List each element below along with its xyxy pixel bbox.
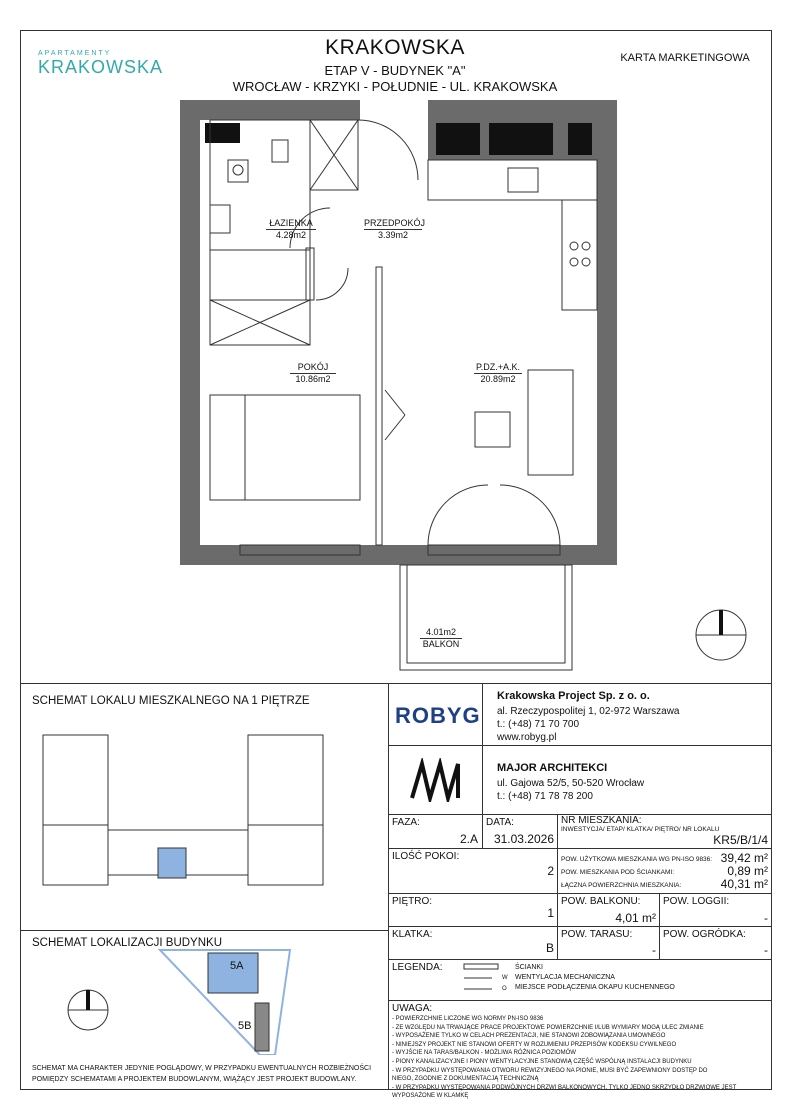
room-name: PRZEDPOKÓJ [364, 218, 426, 228]
garden-label: POW. OGRÓDKA: [663, 929, 746, 940]
loggia-value: - [764, 911, 768, 925]
note-line: - ZE WZGLĘDU NA TRWAJĄCE PRACE PROJEKTOWE POWIERZCHNIE I/LUB WYMIARY MOGĄ ULEC ZMIANIE [392, 1024, 704, 1031]
logo-big-text: KRAKOWSKA [38, 57, 164, 77]
phase-label: FAZA: [392, 817, 420, 828]
location-scheme-drawing [60, 945, 320, 1055]
floor-scheme-title: SCHEMAT LOKALU MIESZKALNEGO NA 1 PIĘTRZE [32, 695, 310, 707]
note-line: - W PRZYPADKU WYSTĘPOWANIA PODWÓJNYCH DRZWI BALKONOWYCH, TYLKO JEDNO SKRZYDŁO DRZWIOWE JEST [392, 1084, 737, 1091]
note-line: - NINIEJSZY PROJEKT NIE STANOWI OFERTY W ROZUMIENIU PRZEPISÓW KODEKSU CYWILNEGO [392, 1041, 677, 1048]
developer-web[interactable]: www.robyg.pl [497, 732, 557, 743]
note-line: - WYJŚCIE NA TARAS/BALKON - MOŻLIWA RÓŻNICA POZIOMÓW [392, 1050, 576, 1057]
room-living-label [474, 362, 522, 385]
legend-label: LEGENDA: [392, 962, 443, 973]
major-architekci-logo [408, 758, 464, 802]
floor-value: 1 [547, 906, 554, 920]
unit-no-value: KR5/B/1/4 [713, 833, 768, 847]
note-line: - PIONY KANALIZACYJNE I PIONY WENTYLACYJNE STANOWIĄ CZĘŚĆ WSPÓLNĄ INSTALACJI BUDYNKU [392, 1058, 692, 1065]
room-area: 10.86m2 [290, 373, 336, 385]
garden-value: - [764, 943, 768, 957]
total-area-label: ŁĄCZNA POWIERZCHNIA MIESZKANIA: [561, 882, 682, 889]
staircase-label: KLATKA: [392, 929, 433, 940]
room-name: BALKON [420, 638, 462, 650]
page-title: KRAKOWSKA [325, 36, 465, 59]
room-name: POKÓJ [297, 362, 329, 372]
room-area: 20.89m2 [474, 373, 522, 385]
building-5a-label: 5A [230, 960, 244, 972]
walls [180, 100, 617, 565]
disclaimer-line-2: POMIĘDZY SCHEMATAMI A PROJEKTEM BUDOWLANYM, WIĄŻĄCY JEST PROJEKT BUDOWLANY. [32, 1076, 357, 1083]
usable-area-value: 39,42 m² [720, 851, 768, 865]
under-walls-value: 0,89 m² [727, 864, 768, 878]
room-balcony-label [420, 627, 462, 650]
developer-address: al. Rzeczypospolitej 1, 02-972 Warszawa [497, 706, 680, 717]
floor-label: PIĘTRO: [392, 896, 433, 907]
unit-no-label: NR MIESZKANIA: [561, 815, 642, 826]
phase-value: 2.A [459, 832, 478, 846]
architect-name: MAJOR ARCHITEKCI [497, 762, 608, 774]
room-name: ŁAZIENKA [269, 218, 313, 228]
disclaimer-line-1: SCHEMAT MA CHARAKTER JEDYNIE POGLĄDOWY, W PRZYPADKU EWENTUALNYCH ROZBIEŻNOŚCI [32, 1065, 372, 1072]
balcony-label: POW. BALKONU: [561, 896, 641, 907]
balcony-value: 4,01 m² [615, 911, 656, 925]
note-line: - W PRZYPADKU WYSTĘPOWANIA OTWORU REWIZYJNEGO NA PIONIE, MUSI BYĆ ZAPEWNIONY DOSTĘP DO [392, 1067, 708, 1074]
room-bedroom-label [290, 362, 336, 385]
address-line: WROCŁAW - KRZYKI - POŁUDNIE - UL. KRAKOWSKA [232, 79, 558, 94]
note-line: WYPOSAŻONE W KLAMKĘ [392, 1093, 469, 1100]
location-scheme-title: SCHEMAT LOKALIZACJI BUDYNKU [32, 937, 223, 949]
notes-list [392, 1015, 762, 1101]
legend-hood: MIEJSCE PODŁĄCZENIA OKAPU KUCHENNEGO [515, 984, 675, 991]
legend-hood-symbol: O [502, 986, 507, 992]
page-subtitle: ETAP V - BUDYNEK "A" [324, 63, 466, 78]
terrace-label: POW. TARASU: [561, 929, 633, 940]
room-area: 3.39m2 [364, 229, 422, 241]
room-bathroom-label [266, 218, 316, 241]
legend-walls: ŚCIANKI [515, 964, 544, 971]
room-area: 4.01m2 [425, 627, 457, 637]
note-line: NIEGO, ZGODNIE Z DOKUMENTACJĄ TECHNICZNĄ [392, 1076, 539, 1083]
note-line: - WYPOSAŻENIE TYLKO W CELACH PREZENTACJI, NIE STANOWI ZOBOWIĄZANIA UMOWNEGO [392, 1033, 666, 1040]
date-label: DATA: [486, 817, 514, 828]
notes-label: UWAGA: [392, 1003, 433, 1014]
rooms-value: 2 [547, 864, 554, 878]
developer-name: Krakowska Project Sp. z o. o. [497, 690, 650, 702]
date-value: 31.03.2026 [493, 832, 554, 846]
under-walls-label: POW. MIESZKANIA POD ŚCIANKAMI: [561, 869, 675, 876]
room-hall-label [364, 218, 426, 241]
legend-vent-symbol: W [502, 975, 508, 981]
staircase-value: B [545, 941, 554, 955]
room-area: 4.28m2 [266, 229, 316, 241]
legend-vent: WENTYLACJA MECHANICZNA [515, 974, 615, 981]
floor-scheme-drawing [38, 730, 338, 890]
usable-area-label: POW. UŻYTKOWA MIESZKANIA WG PN-ISO 9836: [561, 856, 713, 863]
total-area-value: 40,31 m² [720, 877, 768, 891]
terrace-value: - [652, 943, 656, 957]
card-type: KARTA MARKETINGOWA [620, 52, 750, 64]
developer-phone: t.: (+48) 71 70 700 [497, 719, 580, 730]
building-5b-label: 5B [238, 1020, 252, 1032]
unit-no-sublabel: INWESTYCJA/ ETAP/ KLATKA/ PIĘTRO/ NR LOKALU [561, 826, 720, 833]
architect-address: ul. Gajowa 52/5, 50-520 Wrocław [497, 778, 645, 789]
architect-phone: t.: (+48) 71 78 78 200 [497, 791, 593, 802]
loggia-label: POW. LOGGII: [663, 896, 730, 907]
note-line: - POWIERZCHNIE LICZONE WG NORMY PN-ISO 9836 [392, 1016, 544, 1022]
robyg-logo: ROBYG [395, 703, 481, 728]
room-name: P.DZ.+A.K. [475, 362, 521, 372]
legend-symbols [462, 962, 502, 994]
rooms-label: ILOŚĆ POKOI: [392, 851, 460, 862]
logo-small-text: APARTAMENTY [38, 50, 112, 57]
